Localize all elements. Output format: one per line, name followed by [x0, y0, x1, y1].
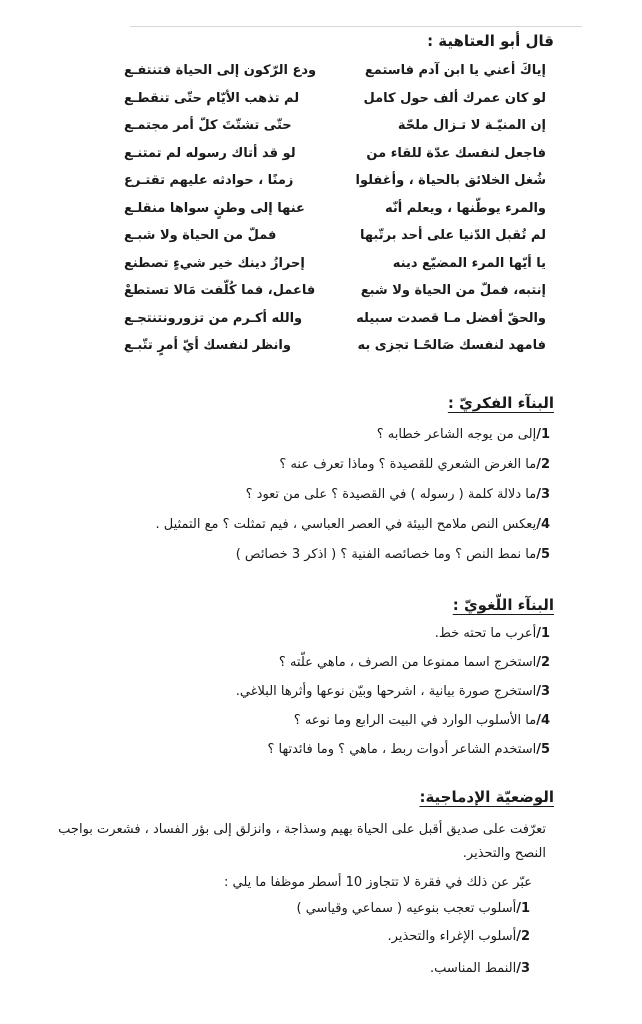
- question-number: 5/: [536, 742, 550, 757]
- verse-second-hemistich: إحرازُ دينك خير شيءٍ تصطنع: [124, 255, 305, 271]
- verse-first-hemistich: إياكَ أعني يا ابن آدم فاستمع: [364, 63, 546, 78]
- verse-first-hemistich: والحقّ أفضل مـا قصدت سبيله: [356, 310, 546, 326]
- question-item: [236, 681, 550, 703]
- verse-second-hemistich: زمنًا ، حوادثه عليهم تقتـرع: [124, 173, 294, 188]
- verse-first-hemistich: لم تُقبل الدّنيا على أحد برتّبها: [359, 228, 546, 243]
- integration-paragraph: تعرّفت على صديق أقبل على الحياة بهيم وسذاجة ، وانزلق إلى بؤر الفساد ، فشعرت بواجب النصح والتحذير.: [58, 822, 546, 861]
- verse-row: [0, 223, 642, 249]
- integration-section-title: الوضعيّة الإدماجية:: [419, 788, 554, 806]
- question-number: 4/: [536, 713, 550, 728]
- question-text: أعرب ما تحته خط.: [434, 626, 537, 641]
- verse-row: [0, 141, 642, 167]
- poem-title: قال أبو العتاهية :: [427, 32, 554, 50]
- question-item: [388, 926, 530, 948]
- question-text: استخرج صورة بيانية ، اشرحها وبيّن نوعها وأثرها البلاغي.: [235, 684, 537, 699]
- linguistic-section-title: البنآء اللّغويّ :: [452, 596, 554, 614]
- question-item: [267, 739, 550, 761]
- question-item: [279, 454, 550, 476]
- question-number: 3/: [536, 487, 550, 502]
- verse-row: [0, 86, 642, 112]
- question-number: 2/: [536, 655, 550, 670]
- verse-row: [0, 306, 642, 332]
- question-text: ما الأسلوب الوارد في البيت الرابع وما نوعه ؟: [293, 713, 537, 728]
- verse-row: [0, 58, 642, 84]
- verse-first-hemistich: والمرء يوطّنها ، ويعلم أنّه: [385, 200, 546, 216]
- verse-second-hemistich: فاعمل، فما كُلّفت مَالا تستطعْ: [124, 283, 316, 298]
- question-number: 1/: [516, 901, 530, 916]
- verse-first-hemistich: إنتبه، فملّ من الحياة ولا شبع: [360, 283, 546, 298]
- question-text: استخرج اسما ممنوعا من الصرف ، ماهي علّته ؟: [278, 655, 537, 670]
- question-number: 1/: [536, 626, 550, 641]
- question-text: استخدم الشاعر أدوات ربط ، ماهي ؟ وما فائدتها ؟: [267, 742, 537, 757]
- verse-second-hemistich: حتّى تشتّتَ كلّ أمر مجتمـع: [124, 118, 292, 133]
- question-item: [279, 652, 550, 674]
- question-number: 4/: [536, 517, 550, 532]
- verse-second-hemistich: لو قد أتاك رسوله لم تمتنـع: [124, 145, 296, 161]
- verse-first-hemistich: فامهد لنفسك صَالحًـا تجزى به: [357, 338, 546, 353]
- question-number: 2/: [516, 929, 530, 944]
- question-item: [156, 514, 551, 536]
- verse-first-hemistich: شُغل الخلائق بالحياة ، وأغفلوا: [355, 173, 546, 188]
- question-text: النمط المناسب.: [429, 961, 517, 976]
- verse-row: [0, 333, 642, 359]
- verse-row: [0, 168, 642, 194]
- question-text: ما دلالة كلمة ( رسوله ) في القصيدة ؟ على من تعود ؟: [245, 487, 537, 502]
- verse-row: [0, 278, 642, 304]
- verse-second-hemistich: ودع الرّكون إلى الحياة فتنتفـع: [124, 63, 317, 78]
- question-number: 5/: [536, 547, 550, 562]
- verse-second-hemistich: وانظر لنفسك أيّ أمرٍ تتّبـع: [124, 338, 291, 353]
- verse-first-hemistich: إن المنيّـة لا تـزال ملحّة: [397, 118, 546, 133]
- verse-first-hemistich: لو كان عمرك ألف حول كامل: [363, 90, 546, 106]
- question-text: أسلوب الإغراء والتحذير.: [387, 929, 517, 944]
- question-text: أسلوب تعجب بنوعيه ( سماعي وقياسي ): [296, 901, 517, 916]
- verse-row: [0, 113, 642, 139]
- verse-second-hemistich: عنها إلى وطنٍ سواها منقلـع: [124, 200, 305, 216]
- intellectual-section-title: البنآء الفكريّ :: [447, 394, 554, 412]
- verse-first-hemistich: يا أيّها المرء المضيّع دينه: [392, 255, 546, 271]
- verse-second-hemistich: لم تذهب الأيّام حتّى تنقطـع: [124, 90, 300, 106]
- question-number: 3/: [516, 961, 530, 976]
- question-item: [435, 623, 550, 645]
- question-item: [246, 484, 550, 506]
- verse-second-hemistich: والله أكـرم من تزورونتنتجـع: [124, 310, 303, 326]
- question-item: [296, 898, 530, 920]
- question-number: 2/: [536, 457, 550, 472]
- question-item: [294, 710, 550, 732]
- verse-row: [0, 196, 642, 222]
- verse-first-hemistich: فاجعل لنفسك عدّة للقاء من: [366, 145, 546, 161]
- question-text: ما الغرض الشعري للقصيدة ؟ وماذا تعرف عنه ؟: [279, 457, 537, 472]
- verse-second-hemistich: فملّ من الحياة ولا شبـع: [124, 228, 277, 243]
- verse-row: [0, 251, 642, 277]
- top-divider: [130, 26, 582, 27]
- question-item: [236, 544, 550, 566]
- question-item: [430, 958, 530, 980]
- question-number: 3/: [536, 684, 550, 699]
- question-item: [377, 424, 550, 446]
- question-number: 1/: [536, 427, 550, 442]
- question-text: يعكس النص ملامح البيئة في العصر العباسي ، فيم تمثلت ؟ مع التمثيل .: [155, 517, 537, 532]
- integration-instruction: عبّر عن ذلك في فقرة لا تتجاوز 10 أسطر موظفا ما يلي :: [223, 875, 532, 890]
- question-text: إلى من يوجه الشاعر خطابه ؟: [376, 427, 537, 442]
- question-text: ما نمط النص ؟ وما خصائصه الفنية ؟ ( اذكر 3 خصائص ): [235, 547, 537, 562]
